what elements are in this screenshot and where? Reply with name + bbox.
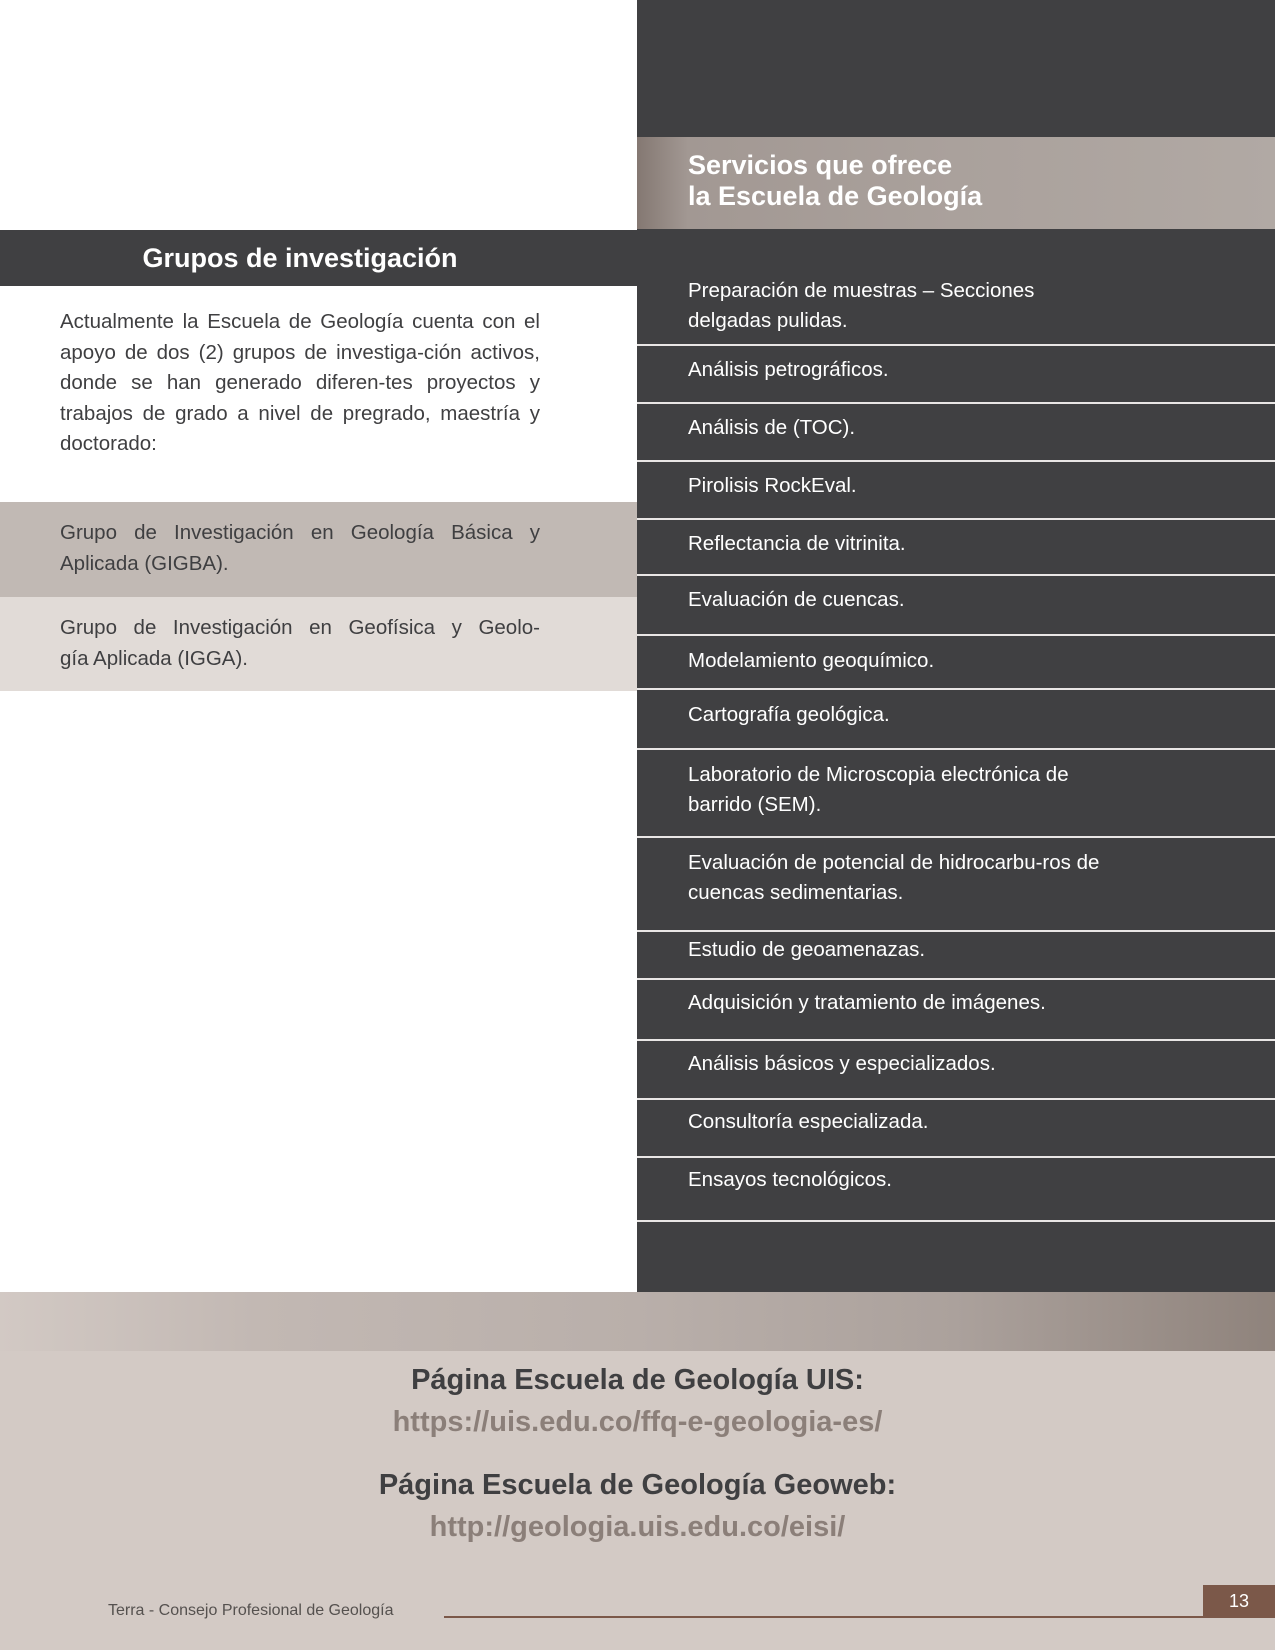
service-item-label: Evaluación de cuencas.: [688, 588, 905, 611]
service-item: [637, 636, 1275, 690]
service-item: [637, 750, 1275, 838]
research-group-label-line2: Aplicada (GIGBA).: [60, 551, 229, 575]
research-group-igga: [0, 597, 637, 691]
service-item-label: Adquisición y tratamiento de imágenes.: [688, 991, 1046, 1014]
uis-page-link[interactable]: https://uis.edu.co/ffq-e-geologia-es/: [392, 1406, 883, 1438]
service-item-label: Preparación de muestras – Secciones delgadas pulidas.: [688, 279, 1035, 332]
research-group-gigba: [0, 502, 637, 597]
page-number: 13: [1203, 1585, 1275, 1618]
footer-publication: Terra - Consejo Profesional de Geología: [108, 1602, 394, 1619]
service-item: [637, 1100, 1275, 1158]
service-item-label: Análisis de (TOC).: [688, 416, 856, 439]
groups-title: Grupos de investigación: [142, 243, 458, 273]
service-item-label: Ensayos tecnológicos.: [688, 1168, 892, 1191]
services-title-line2: la Escuela de Geología: [688, 181, 983, 211]
service-item-label: Laboratorio de Microscopia electrónica de barrido (SEM).: [688, 763, 1069, 816]
service-item: [637, 576, 1275, 636]
uis-page-label: Página Escuela de Geología UIS:: [411, 1364, 864, 1396]
footer-divider: [444, 1616, 1203, 1618]
service-item: [637, 462, 1275, 520]
service-item: [637, 520, 1275, 576]
services-title-line1: Servicios que ofrece: [688, 150, 953, 180]
geoweb-page-label: Página Escuela de Geología Geoweb:: [378, 1469, 897, 1501]
service-item: [637, 1158, 1275, 1222]
service-item-label: Pirolisis RockEval.: [688, 474, 857, 497]
geoweb-page-link[interactable]: http://geologia.uis.edu.co/eisi/: [429, 1511, 846, 1543]
service-item-label: Análisis petrográficos.: [688, 358, 889, 381]
research-group-label: [60, 518, 540, 579]
service-item-label: Modelamiento geoquímico.: [688, 649, 935, 672]
research-group-label-line1: Grupo de Investigación en Geofísica y Geolo-: [60, 616, 540, 639]
services-title: [688, 150, 1248, 212]
service-item: [637, 932, 1275, 980]
service-item: [637, 268, 1275, 346]
service-item: [637, 980, 1275, 1041]
research-group-label: [60, 613, 540, 674]
service-item-label: Reflectancia de vitrinita.: [688, 532, 906, 555]
links-band-gradient: [0, 1292, 1275, 1351]
service-item-label: Evaluación de potencial de hidrocarbu-ros de cuencas sedimentarias.: [688, 851, 1100, 904]
research-group-label-line2: gía Aplicada (IGGA).: [60, 646, 249, 670]
service-item: [637, 404, 1275, 462]
service-item-label: Consultoría especializada.: [688, 1110, 929, 1133]
service-item-label: Cartografía geológica.: [688, 703, 890, 726]
service-item: [637, 1041, 1275, 1100]
research-group-label-line1: Grupo de Investigación en Geología Básica y: [60, 521, 540, 544]
groups-intro-paragraph: Actualmente la Escuela de Geología cuenta con el apoyo de dos (2) grupos de investiga-ción activos, donde se han generado diferen-tes proyectos y trabajos de grado a nivel de pregrado, maestría y doctorado:: [60, 310, 540, 455]
service-item-label: Análisis básicos y especializados.: [688, 1052, 996, 1075]
service-item: [637, 346, 1275, 404]
service-item-label: Estudio de geoamenazas.: [688, 938, 926, 961]
service-item: [637, 690, 1275, 750]
service-item: [637, 838, 1275, 932]
